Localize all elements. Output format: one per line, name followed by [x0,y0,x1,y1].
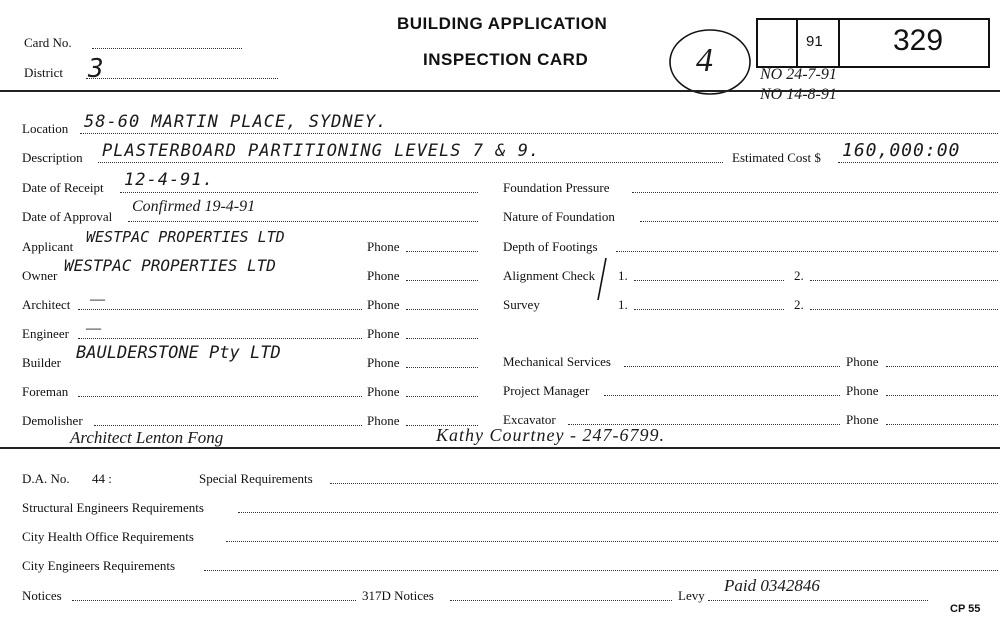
alignment-check-1-line [634,280,784,281]
project-manager-phone-line [886,395,998,396]
engineer-label: Engineer [22,326,69,341]
engineers-requirements-label: City Engineers Requirements [22,558,176,573]
estimated-cost-label: Estimated Cost $ [732,150,821,165]
location-label: Location [22,121,69,136]
notices-label: Notices [22,588,62,603]
survey-1-line [634,309,784,310]
foundation-pressure-label: Foundation Pressure [503,180,610,195]
date-of-receipt-line [120,192,478,193]
architect-label: Architect [22,297,71,312]
da-no-label: D.A. No. [22,471,70,486]
header-rule [0,90,1000,92]
levy-label: Levy [678,588,705,603]
builder-phone-line [406,367,478,368]
header-note-1: NO 24-7-91 [760,66,837,83]
foreman-phone-label: Phone [367,384,400,399]
project-manager-phone-label: Phone [846,383,879,398]
survey-label: Survey [503,297,540,312]
district-value: 3 [88,54,105,84]
survey-1-label: 1. [618,297,628,312]
date-of-approval-line [128,221,478,222]
mechanical-services-phone-line [886,366,998,367]
da-no-value: 44 : [92,471,112,486]
engineer-line [78,338,362,339]
alignment-check-2-line [810,280,998,281]
architect-line [78,309,362,310]
foreman-line [78,396,362,397]
engineer-phone-label: Phone [367,326,400,341]
demolisher-line [94,425,362,426]
project-manager-line [604,395,840,396]
engineer-phone-line [406,338,478,339]
card-no-line [92,48,242,49]
notices-line [72,600,356,601]
notices-317d-label: 317D Notices [362,588,434,603]
box-divider-2 [838,20,840,66]
applicant-phone-label: Phone [367,239,400,254]
form-code: CP 55 [950,603,981,615]
builder-label: Builder [22,355,61,370]
engineers-requirements-line [204,570,998,571]
survey-2-line [810,309,998,310]
applicant-label: Applicant [22,239,74,254]
architect-value: — [90,289,106,308]
date-of-receipt-label: Date of Receipt [22,180,104,195]
alignment-check-mark [592,256,612,302]
special-requirements-label: Special Requirements [199,471,313,486]
architect-phone-label: Phone [367,297,400,312]
description-value: PLASTERBOARD PARTITIONING LEVELS 7 & 9. [102,141,541,161]
project-manager-label: Project Manager [503,383,590,398]
excavator-label: Excavator [503,412,556,427]
depth-of-footings-line [616,251,998,252]
location-line [80,133,998,134]
description-label: Description [22,150,83,165]
foreman-label: Foreman [22,384,69,399]
excavator-phone-line [886,424,998,425]
card-title-line2: INSPECTION CARD [423,50,589,69]
mechanical-services-label: Mechanical Services [503,354,611,369]
alignment-check-2-label: 2. [794,268,804,283]
applicant-value: WESTPAC PROPERTIES LTD [86,228,285,246]
alignment-check-1-label: 1. [618,268,628,283]
engineer-value: — [86,318,102,337]
box-number: 329 [893,24,944,57]
contact-note: Kathy Courtney - 247-6799. [436,425,665,445]
excavator-phone-label: Phone [846,412,879,427]
box-divider-1 [796,20,798,66]
alignment-check-label: Alignment Check [503,268,596,283]
levy-line [708,600,928,601]
special-requirements-line [330,483,998,484]
foreman-phone-line [406,396,478,397]
owner-value: WESTPAC PROPERTIES LTD [64,256,276,275]
architect-note: Architect Lenton Fong [70,428,224,447]
builder-phone-label: Phone [367,355,400,370]
estimated-cost-line [838,162,998,163]
location-value: 58-60 MARTIN PLACE, SYDNEY. [84,112,388,132]
applicant-phone-line [406,251,478,252]
date-of-approval-label: Date of Approval [22,209,113,224]
district-label: District [24,65,63,80]
header-note-2: NO 14-8-91 [760,86,837,103]
middle-rule [0,447,1000,449]
circled-number: 4 [696,42,713,79]
owner-phone-line [406,280,478,281]
demolisher-label: Demolisher [22,413,83,428]
builder-value: BAULDERSTONE Pty LTD [76,343,281,363]
box-year: 91 [806,33,823,50]
architect-phone-line [406,309,478,310]
survey-2-label: 2. [794,297,804,312]
owner-phone-label: Phone [367,268,400,283]
nature-of-foundation-line [640,221,998,222]
notices-317d-line [450,600,672,601]
date-of-receipt-value: 12-4-91. [124,170,214,190]
health-requirements-line [226,541,998,542]
health-requirements-label: City Health Office Requirements [22,529,194,544]
district-line [86,78,278,79]
description-line [98,162,723,163]
levy-value: Paid 0342846 [724,576,820,595]
mechanical-services-line [624,366,840,367]
date-of-approval-value: Confirmed 19-4-91 [132,198,256,215]
card-number-box [756,18,990,68]
foundation-pressure-line [632,192,998,193]
structural-requirements-label: Structural Engineers Requirements [22,500,204,515]
structural-requirements-line [238,512,998,513]
card-title-line1: BUILDING APPLICATION [397,14,608,33]
nature-of-foundation-label: Nature of Foundation [503,209,615,224]
estimated-cost-value: 160,000:00 [842,140,961,161]
depth-of-footings-label: Depth of Footings [503,239,598,254]
mechanical-services-phone-label: Phone [846,354,879,369]
demolisher-phone-label: Phone [367,413,400,428]
card-no-label: Card No. [24,35,72,50]
owner-label: Owner [22,268,58,283]
